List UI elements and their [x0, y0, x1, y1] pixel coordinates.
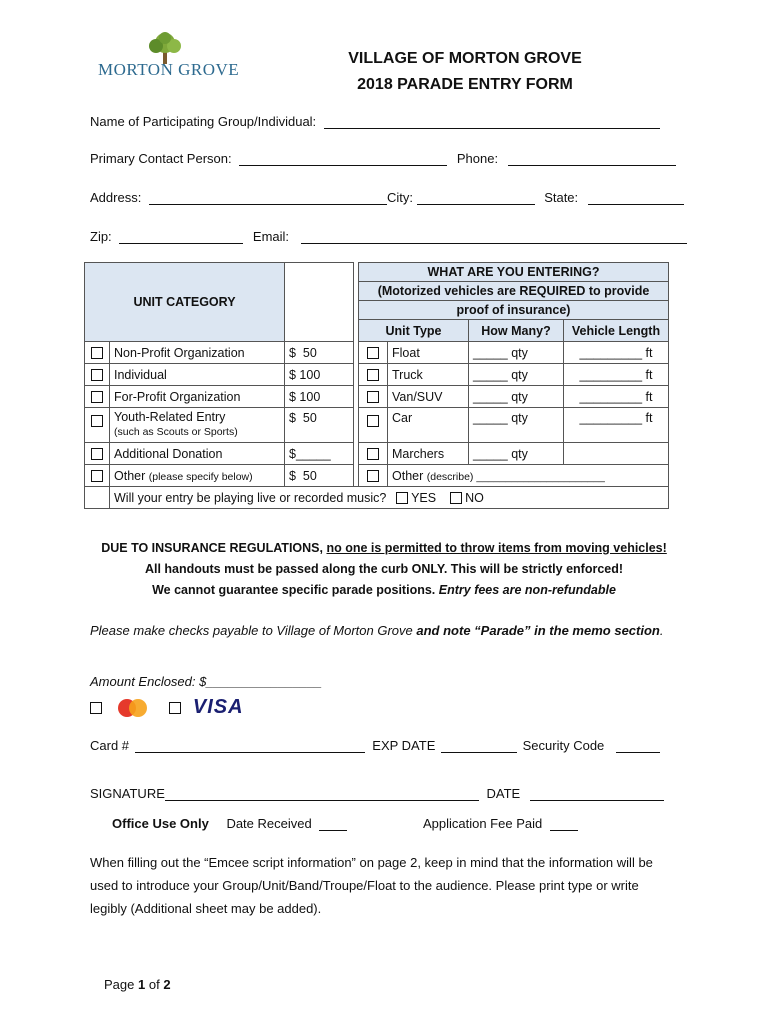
table-row [85, 342, 669, 364]
cat-label: Additional Donation [110, 443, 285, 465]
cat-fee: $ 100 [285, 386, 354, 408]
state-field[interactable] [588, 191, 684, 205]
office-use-title: Office Use Only [112, 816, 209, 831]
card-row [90, 738, 660, 756]
page-of: of [148, 977, 160, 992]
col-how-many: How Many? [469, 320, 564, 342]
zip-email-row [90, 229, 687, 247]
music-question: Will your entry be playing live or recorded music? [114, 490, 387, 505]
checkbox-mastercard[interactable] [90, 702, 102, 714]
cat-check-cell [85, 443, 110, 465]
type-length[interactable]: _________ ft [564, 408, 669, 443]
exp-date-field[interactable] [441, 739, 517, 753]
visa-icon: VISA [192, 696, 244, 718]
cat-label: Non-Profit Organization [110, 342, 285, 364]
entering-header-3: proof of insurance) [359, 301, 669, 320]
checkbox-van-suv[interactable] [367, 391, 379, 403]
unit-category-header: UNIT CATEGORY [85, 263, 285, 342]
table-row [85, 386, 669, 408]
date-received-field [319, 817, 347, 831]
email-label: Email: [252, 229, 290, 244]
checkbox-float[interactable] [367, 347, 379, 359]
security-label: Security Code [522, 738, 605, 753]
contact-label: Primary Contact Person: [90, 151, 232, 166]
security-code-field[interactable] [616, 739, 660, 753]
signature-label: SIGNATURE [90, 786, 165, 801]
cat-note: (please specify below) [148, 470, 253, 483]
cat-label: For-Profit Organization [110, 386, 285, 408]
mastercard-icon [118, 699, 148, 717]
page-number [104, 977, 171, 992]
other-describe[interactable]: (describe) ______________________ [426, 470, 605, 483]
type-qty[interactable]: _____ qty [469, 364, 564, 386]
insurance-notice [84, 538, 684, 601]
type-label: Van/SUV [388, 386, 469, 408]
checkbox-individual[interactable] [91, 369, 103, 381]
checkbox-car[interactable] [367, 415, 379, 427]
music-cell [110, 487, 669, 509]
contact-field[interactable] [239, 152, 447, 166]
page-title [320, 46, 610, 98]
address-field[interactable] [149, 191, 387, 205]
cat-check-cell [85, 386, 110, 408]
type-label: Car [388, 408, 469, 443]
app-fee-field [550, 817, 578, 831]
state-label: State: [544, 190, 579, 205]
type-length [564, 443, 669, 465]
checks-paragraph [90, 620, 690, 641]
cat-label-cell [110, 465, 285, 487]
amount-label: Amount Enclosed: $ [90, 674, 207, 689]
signature-field[interactable] [165, 787, 479, 801]
type-qty[interactable]: _____ qty [469, 342, 564, 364]
title-line-1: VILLAGE OF MORTON GROVE [348, 50, 582, 67]
cat-fee: $ 50 [285, 465, 354, 487]
app-fee-label: Application Fee Paid [422, 816, 543, 831]
cat-check-cell [85, 465, 110, 487]
type-label: Other [392, 468, 424, 483]
card-number-field[interactable] [135, 739, 365, 753]
type-label: Marchers [388, 443, 469, 465]
cat-check-cell [85, 342, 110, 364]
date-received-label: Date Received [226, 816, 312, 831]
checks-italic: Please make checks payable to Village of Morton Grove [90, 623, 413, 638]
music-no-label: NO [465, 490, 484, 505]
cat-label: Other [114, 468, 146, 483]
cat-fee: $ 50 [285, 408, 354, 443]
checkbox-nonprofit[interactable] [91, 347, 103, 359]
checkbox-other-category[interactable] [91, 470, 103, 482]
type-check-cell [359, 364, 388, 386]
date-label: DATE [486, 786, 521, 801]
music-empty-cell [85, 487, 110, 509]
other-type-cell [388, 465, 669, 487]
emcee-paragraph: When filling out the “Emcee script information” on page 2, keep in mind that the information will be used to introduce your Group/Unit/Band/Troupe/Float to the audience. Please print type or write legibly (Additional sheet may be added). [90, 855, 653, 916]
cat-fee: $ 100 [285, 364, 354, 386]
fee-header [285, 263, 354, 342]
checkbox-marchers[interactable] [367, 448, 379, 460]
type-check-cell [359, 443, 388, 465]
type-check-cell [359, 386, 388, 408]
zip-label: Zip: [90, 229, 112, 244]
notice-line-3-b: Entry fees are non-refundable [438, 583, 616, 597]
amount-field[interactable]: ________________ [206, 674, 323, 689]
checks-bold: and note “Parade” in the memo [416, 623, 611, 638]
cat-label: Youth-Related Entry [114, 410, 226, 424]
notice-line-1-bold: DUE TO INSURANCE REGULATIONS, [101, 541, 323, 555]
col-vehicle-length: Vehicle Length [564, 320, 669, 342]
cat-label: Individual [110, 364, 285, 386]
music-yes-label: YES [411, 490, 437, 505]
logo-brand-text: MORTON GROVE [98, 60, 240, 79]
title-line-2: 2018 PARADE ENTRY FORM [357, 76, 573, 93]
cat-check-cell [85, 364, 110, 386]
card-options [90, 696, 244, 722]
entering-header-2: (Motorized vehicles are REQUIRED to provide [359, 282, 669, 301]
contact-row [90, 151, 676, 169]
type-length[interactable]: _________ ft [564, 342, 669, 364]
group-name-row [90, 114, 660, 132]
date-field[interactable] [530, 787, 664, 801]
cat-check-cell [85, 408, 110, 443]
office-use-row [112, 816, 578, 834]
unit-table [84, 262, 669, 509]
email-field[interactable] [301, 230, 687, 244]
group-name-label: Name of Participating Group/Individual: [90, 114, 317, 129]
city-label: City: [386, 190, 413, 205]
music-row [85, 487, 669, 509]
type-check-cell [359, 408, 388, 443]
type-length[interactable]: _________ ft [564, 386, 669, 408]
table-row [85, 408, 669, 443]
notice-line-3-a: We cannot guarantee specific parade positions. [152, 583, 436, 597]
type-label: Float [388, 342, 469, 364]
cat-label-cell [110, 408, 285, 443]
phone-label: Phone: [456, 151, 499, 166]
checkbox-donation[interactable] [91, 448, 103, 460]
type-check-cell [359, 342, 388, 364]
notice-line-3 [84, 580, 684, 601]
entering-header-1: WHAT ARE YOU ENTERING? [359, 263, 669, 282]
zip-field[interactable] [119, 230, 243, 244]
type-qty[interactable]: _____ qty [469, 443, 564, 465]
address-label: Address: [90, 190, 142, 205]
group-name-field[interactable] [324, 115, 660, 129]
checkbox-youth[interactable] [91, 415, 103, 427]
signature-row [90, 786, 664, 804]
page-num: 1 [138, 977, 146, 992]
type-qty[interactable]: _____ qty [469, 408, 564, 443]
page-prefix: Page [104, 977, 135, 992]
morton-grove-logo [92, 32, 242, 82]
notice-line-1-underlined: no one is permitted to throw items from moving vehicles! [326, 541, 667, 555]
table-row [85, 443, 669, 465]
cat-note: (such as Scouts or Sports) [114, 426, 238, 438]
checkbox-truck[interactable] [367, 369, 379, 381]
type-length[interactable]: _________ ft [564, 364, 669, 386]
table-row [85, 364, 669, 386]
col-unit-type: Unit Type [359, 320, 469, 342]
table-header-row [85, 263, 669, 282]
card-label: Card # [90, 738, 130, 753]
type-qty[interactable]: _____ qty [469, 386, 564, 408]
table-row [85, 465, 669, 487]
phone-field[interactable] [508, 152, 676, 166]
exp-label: EXP DATE [372, 738, 436, 753]
notice-line-2: All handouts must be passed along the curb ONLY. This will be strictly enforced! [144, 562, 624, 576]
address-row [90, 190, 684, 208]
cat-fee: $ 50 [285, 342, 354, 364]
city-field[interactable] [417, 191, 535, 205]
amount-row [90, 671, 690, 692]
checks-bold-2: section [614, 623, 660, 638]
type-check-cell [359, 465, 388, 487]
checkbox-visa[interactable] [169, 702, 181, 714]
checkbox-other-type[interactable] [367, 470, 379, 482]
checkbox-forprofit[interactable] [91, 391, 103, 403]
notice-line-1 [84, 538, 684, 559]
checks-end: . [659, 623, 664, 638]
page-total: 2 [163, 977, 171, 992]
type-label: Truck [388, 364, 469, 386]
checkbox-music-yes[interactable] [396, 492, 408, 504]
checkbox-music-no[interactable] [450, 492, 462, 504]
cat-fee[interactable]: $_____ [285, 443, 354, 465]
